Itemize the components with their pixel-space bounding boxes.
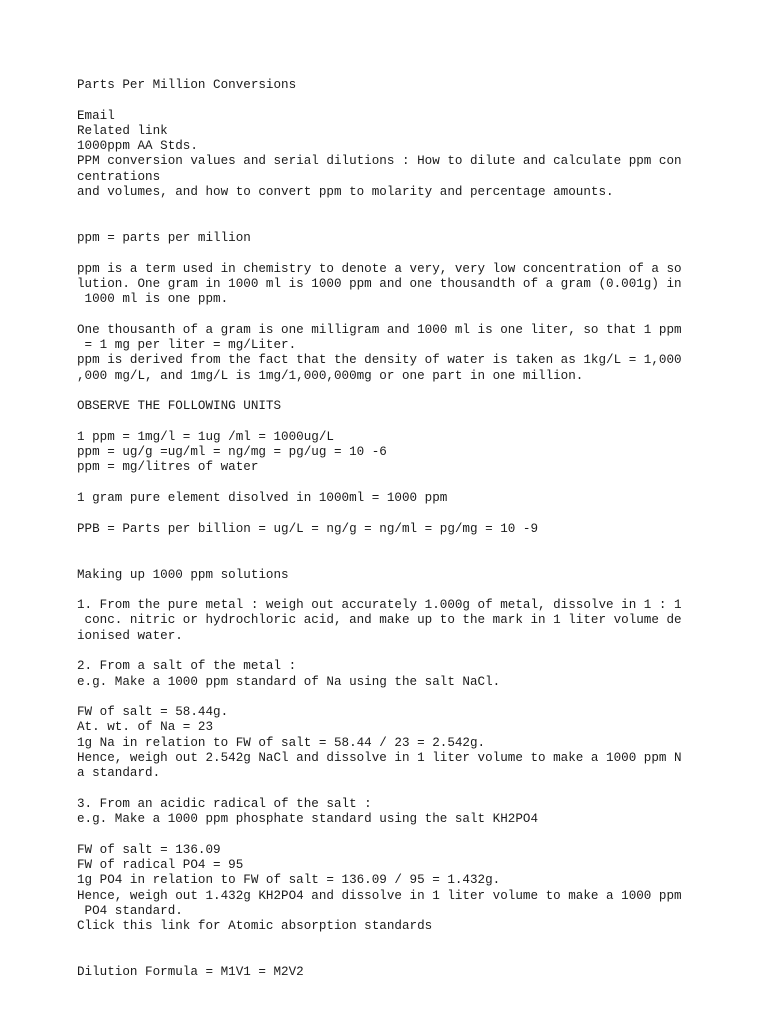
- document-page: [77, 78, 717, 981]
- calc-line: Hence, weigh out 2.542g NaCl and dissolve in 1 liter volume to make a 1000 ppm N: [77, 751, 682, 766]
- method-line: 1. From the pure metal : weigh out accurately 1.000g of metal, dissolve in 1 : 1: [77, 598, 682, 613]
- ppb-line: PPB = Parts per billion = ug/L = ng/g = ng/ml = pg/mg = 10 -9: [77, 521, 539, 536]
- document-title: Parts Per Million Conversions: [77, 78, 297, 92]
- calc-line: FW of radical PO4 = 95: [77, 858, 244, 873]
- units-heading: OBSERVE THE FOLLOWING UNITS: [77, 399, 282, 414]
- calc-line: Hence, weigh out 1.432g KH2PO4 and dissolve in 1 liter volume to make a 1000 ppm: [77, 888, 682, 903]
- aa-stds-link[interactable]: 1000ppm AA Stds.: [77, 139, 198, 154]
- calc-line: FW of salt = 58.44g.: [77, 705, 229, 720]
- method-line: 2. From a salt of the metal :: [77, 659, 297, 674]
- method-line: ionised water.: [77, 628, 183, 643]
- method-line: 3. From an acidic radical of the salt :: [77, 796, 372, 811]
- intro-line: and volumes, and how to convert ppm to molarity and percentage amounts.: [77, 185, 614, 200]
- method-line: e.g. Make a 1000 ppm standard of Na using the salt NaCl.: [77, 674, 501, 689]
- definition-heading: ppm = parts per million: [77, 230, 251, 245]
- paragraph-line: ,000 mg/L, and 1mg/L is 1mg/1,000,000mg or one part in one million.: [77, 368, 584, 383]
- paragraph-line: 1000 ml is one ppm.: [77, 292, 229, 307]
- calc-line: FW of salt = 136.09: [77, 842, 221, 857]
- pure-element-line: 1 gram pure element disolved in 1000ml = 1000 ppm: [77, 491, 448, 506]
- aa-standards-link[interactable]: Click this link for Atomic absorption standards: [77, 919, 433, 934]
- paragraph-line: = 1 mg per liter = mg/Liter.: [77, 338, 297, 353]
- paragraph-line: ppm is a term used in chemistry to denote a very, very low concentration of a so: [77, 261, 682, 276]
- paragraph-line: lution. One gram in 1000 ml is 1000 ppm and one thousandth of a gram (0.001g) in: [77, 276, 682, 291]
- unit-line: ppm = mg/litres of water: [77, 460, 259, 475]
- making-heading: Making up 1000 ppm solutions: [77, 567, 289, 582]
- calc-line: At. wt. of Na = 23: [77, 720, 214, 735]
- paragraph-line: ppm is derived from the fact that the density of water is taken as 1kg/L = 1,000: [77, 353, 682, 368]
- dilution-formula: Dilution Formula = M1V1 = M2V2: [77, 965, 304, 980]
- calc-line: 1g Na in relation to FW of salt = 58.44 / 23 = 2.542g.: [77, 735, 486, 750]
- intro-line: centrations: [77, 169, 161, 184]
- unit-line: ppm = ug/g =ug/ml = ng/mg = pg/ug = 10 -6: [77, 445, 387, 460]
- related-link[interactable]: Related link: [77, 123, 168, 138]
- email-link[interactable]: Email: [77, 108, 115, 123]
- calc-line: PO4 standard.: [77, 904, 183, 919]
- method-line: conc. nitric or hydrochloric acid, and make up to the mark in 1 liter volume de: [77, 613, 682, 628]
- calc-line: a standard.: [77, 766, 161, 781]
- unit-line: 1 ppm = 1mg/l = 1ug /ml = 1000ug/L: [77, 429, 334, 444]
- paragraph-line: One thousanth of a gram is one milligram and 1000 ml is one liter, so that 1 ppm: [77, 322, 682, 337]
- intro-line: PPM conversion values and serial dilutions : How to dilute and calculate ppm con: [77, 154, 682, 169]
- calc-line: 1g PO4 in relation to FW of salt = 136.09 / 95 = 1.432g.: [77, 873, 501, 888]
- method-line: e.g. Make a 1000 ppm phosphate standard using the salt KH2PO4: [77, 812, 539, 827]
